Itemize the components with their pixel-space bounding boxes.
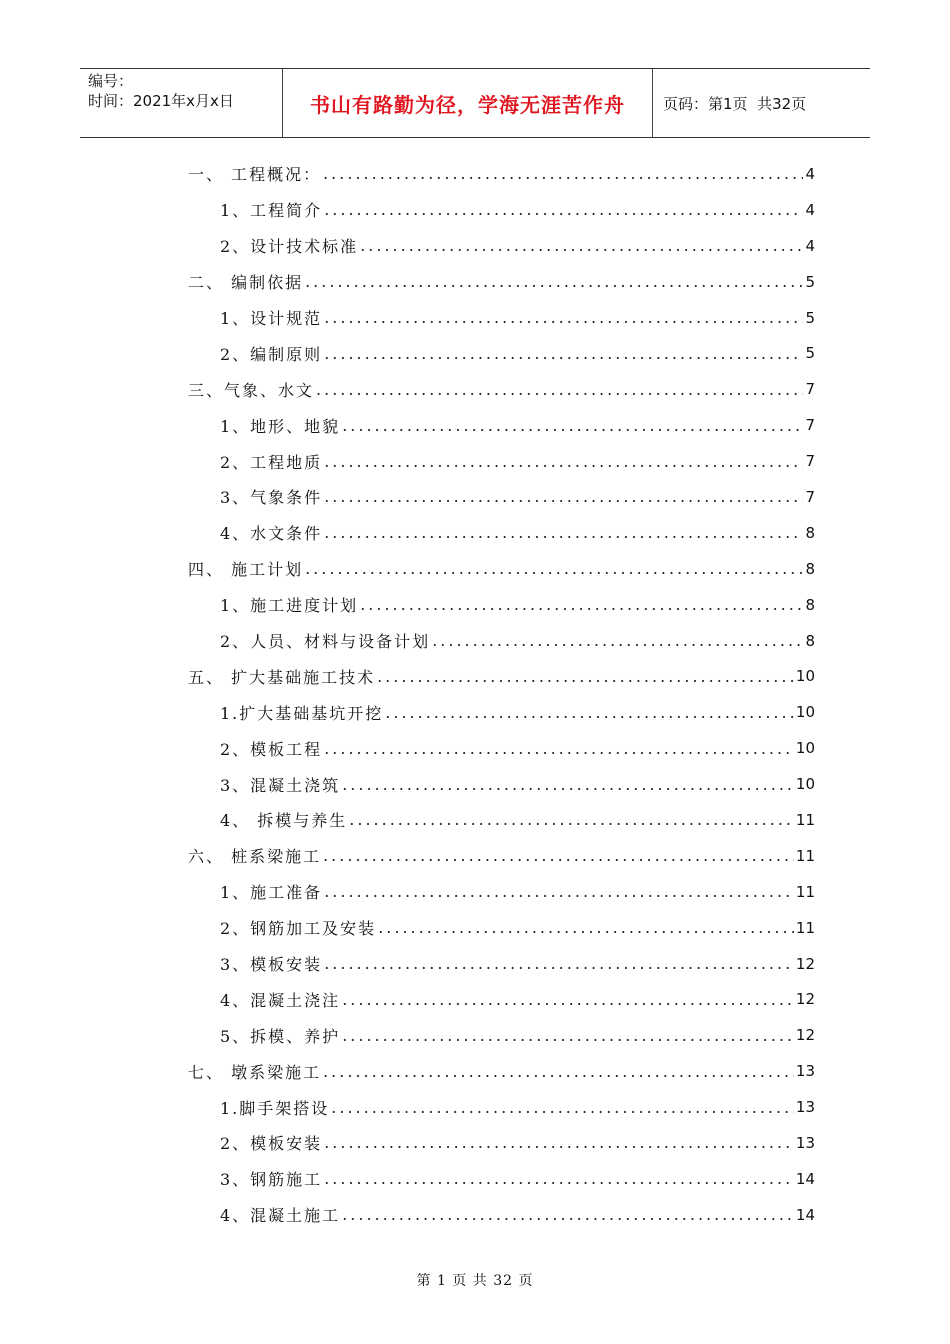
toc-entry-label: 5、拆模、养护: [220, 1026, 341, 1046]
toc-entry[interactable]: [188, 371, 815, 407]
toc-entry[interactable]: [188, 1089, 815, 1125]
toc-entry-label: 3、混凝土浇筑: [220, 775, 341, 795]
toc-leader-dots: [324, 954, 794, 973]
toc-leader-dots: [360, 236, 803, 255]
toc-leader-dots: [342, 1026, 794, 1045]
toc-entry-label: 四、 施工计划: [188, 560, 304, 580]
toc-entry[interactable]: [188, 407, 815, 443]
toc-leader-dots: [324, 882, 794, 901]
toc-entry-label: 3、气象条件: [220, 488, 323, 508]
toc-entry-page: 8: [805, 595, 815, 614]
toc-leader-dots: [377, 667, 794, 686]
toc-entry[interactable]: [188, 551, 815, 587]
toc-entry-label: 六、 桩系梁施工: [188, 847, 322, 867]
toc-leader-dots: [305, 559, 803, 578]
toc-leader-dots: [432, 631, 803, 650]
toc-leader-dots: [342, 416, 803, 435]
toc-entry-page: 10: [795, 739, 815, 758]
toc-leader-dots: [323, 846, 794, 865]
toc-leader-dots: [324, 200, 803, 219]
toc-entry-page: 13: [795, 1062, 815, 1081]
toc-entry-label: 2、模板工程: [220, 739, 323, 759]
toc-entry-page: 7: [805, 452, 815, 471]
toc-leader-dots: [385, 703, 794, 722]
toc-entry-page: 5: [805, 344, 815, 363]
toc-entry-label: 1.扩大基础基坑开挖: [220, 703, 384, 723]
header-slogan: 书山有路勤为径，学海无涯苦作舟: [283, 69, 653, 137]
toc-entry[interactable]: [188, 838, 815, 874]
toc-entry-label: 4、 拆模与养生: [220, 811, 348, 831]
toc-entry-label: 2、模板安装: [220, 1134, 323, 1154]
toc-entry[interactable]: [188, 1197, 815, 1233]
toc-entry-page: 8: [805, 523, 815, 542]
toc-entry-label: 2、钢筋加工及安装: [220, 919, 377, 939]
toc-entry-page: 8: [805, 631, 815, 650]
toc-entry-page: 11: [795, 882, 815, 901]
toc-entry-page: 13: [795, 1098, 815, 1117]
toc-leader-dots: [324, 308, 803, 327]
toc-entry[interactable]: [188, 228, 815, 264]
toc-entry-label: 4、水文条件: [220, 524, 323, 544]
toc-entry-label: 1、施工进度计划: [220, 596, 359, 616]
toc-entry[interactable]: [188, 1017, 815, 1053]
toc-entry[interactable]: [188, 1053, 815, 1089]
toc-entry-page: 11: [795, 918, 815, 937]
toc-entry-page: 4: [805, 200, 815, 219]
toc-leader-dots: [342, 775, 794, 794]
toc-entry[interactable]: [188, 730, 815, 766]
toc-entry[interactable]: [188, 766, 815, 802]
toc-entry-label: 1、设计规范: [220, 309, 323, 328]
toc-leader-dots: [324, 739, 794, 758]
toc-entry-page: 14: [795, 1169, 815, 1188]
toc-leader-dots: [324, 1133, 794, 1152]
toc-entry-label: 3、模板安装: [220, 955, 323, 975]
toc-entry-page: 12: [795, 954, 815, 973]
toc-entry-page: 5: [805, 308, 815, 327]
toc-entry[interactable]: [188, 910, 815, 946]
toc-entry[interactable]: [188, 623, 815, 659]
toc-entry-page: 7: [805, 416, 815, 435]
toc-entry[interactable]: [188, 515, 815, 551]
header-page-info: [653, 69, 870, 137]
toc-entry[interactable]: [188, 192, 815, 228]
header-meta: [80, 69, 283, 137]
toc-entry-label: 1、地形、地貌: [220, 416, 341, 436]
toc-entry-page: 10: [795, 703, 815, 722]
toc-entry-label: 1、工程简介: [220, 201, 323, 221]
toc-entry-page: 7: [805, 380, 815, 399]
toc-leader-dots: [342, 1205, 794, 1224]
header-code-label: 编号：: [88, 72, 134, 90]
toc-leader-dots: [305, 272, 803, 291]
toc-entry[interactable]: [188, 479, 815, 515]
toc-entry-page: 13: [795, 1133, 815, 1152]
toc-entry-label: 五、 扩大基础施工技术: [188, 667, 376, 687]
toc-leader-dots: [349, 810, 794, 829]
toc-entry-page: 12: [795, 1026, 815, 1045]
toc-entry[interactable]: [188, 1125, 815, 1161]
toc-leader-dots: [316, 380, 803, 399]
toc-entry-page: 14: [795, 1205, 815, 1224]
toc-entry[interactable]: [188, 658, 815, 694]
toc-entry-page: 4: [805, 164, 815, 183]
toc-entry-label: 2、人员、材料与设备计划: [220, 632, 431, 652]
toc-entry-page: 8: [805, 559, 815, 578]
toc-entry-page: 4: [805, 236, 815, 255]
toc-entry[interactable]: [188, 443, 815, 479]
toc-entry-label: 1、施工准备: [220, 883, 323, 903]
toc-entry[interactable]: [188, 874, 815, 910]
toc-entry-label: 2、工程地质: [220, 452, 323, 472]
toc-entry-label: 2、编制原则: [220, 344, 323, 364]
toc-entry-label: 一、 工程概况：: [188, 165, 322, 185]
toc-entry-page: 10: [795, 775, 815, 794]
toc-leader-dots: [324, 1169, 794, 1188]
toc-entry[interactable]: [188, 981, 815, 1017]
toc-entry[interactable]: [188, 694, 815, 730]
toc-entry-label: 七、 墩系梁施工: [188, 1062, 322, 1082]
toc-entry[interactable]: [188, 300, 815, 336]
header-time-label: 时间：2021年x月x日: [88, 92, 234, 110]
header-page-info-text: 页码：第1页 共32页: [663, 94, 807, 113]
toc-leader-dots: [323, 1062, 794, 1081]
toc-entry-label: 1.脚手架搭设: [220, 1098, 330, 1118]
toc-entry-page: 5: [805, 272, 815, 291]
toc-leader-dots: [378, 918, 794, 937]
toc-entry-label: 2、设计技术标准: [220, 237, 359, 257]
toc-leader-dots: [360, 595, 803, 614]
toc-entry-page: 7: [805, 487, 815, 506]
toc-leader-dots: [324, 452, 803, 471]
toc-entry-page: 11: [795, 810, 815, 829]
toc-entry[interactable]: [188, 156, 815, 192]
toc-entry[interactable]: [188, 587, 815, 623]
toc-entry-label: 4、混凝土施工: [220, 1206, 341, 1226]
toc-entry-page: 12: [795, 990, 815, 1009]
toc-entry-label: 二、 编制依据: [188, 273, 304, 293]
table-of-contents: [188, 156, 815, 1233]
toc-entry[interactable]: [188, 946, 815, 982]
toc-leader-dots: [342, 990, 794, 1009]
toc-entry-label: 4、混凝土浇注: [220, 990, 341, 1010]
toc-leader-dots: [331, 1098, 794, 1117]
toc-entry-label: 三、气象、水文: [188, 380, 315, 400]
page-footer: 第 1 页 共 32 页: [416, 1273, 534, 1289]
toc-entry[interactable]: [188, 335, 815, 371]
toc-leader-dots: [324, 344, 803, 363]
toc-entry[interactable]: [188, 1161, 815, 1197]
toc-entry[interactable]: [188, 264, 815, 300]
toc-entry[interactable]: [188, 802, 815, 838]
toc-entry-page: 11: [795, 846, 815, 865]
toc-entry-page: 10: [795, 667, 815, 686]
toc-leader-dots: [324, 523, 803, 542]
toc-entry-label: 3、钢筋施工: [220, 1170, 323, 1190]
document-header: [80, 68, 870, 138]
toc-leader-dots: [324, 487, 803, 506]
toc-leader-dots: [323, 164, 803, 183]
